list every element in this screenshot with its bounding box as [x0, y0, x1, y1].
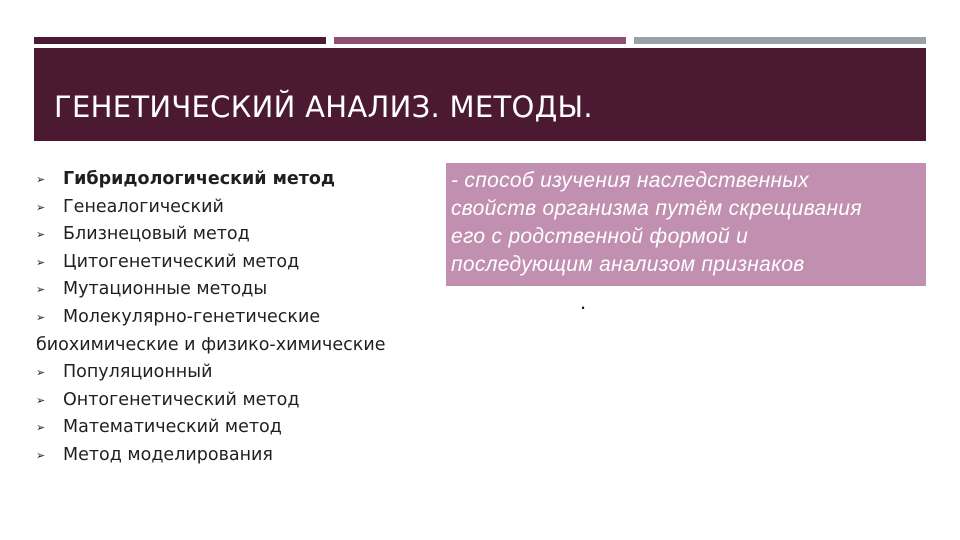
arrow-bullet-icon: ➢ — [36, 310, 46, 324]
method-label: биохимические и физико-химические — [36, 334, 386, 355]
arrow-bullet-icon: ➢ — [36, 421, 46, 435]
arrow-bullet-icon: ➢ — [36, 200, 46, 214]
methods-list — [36, 166, 426, 470]
method-label: Молекулярно-генетические — [63, 306, 321, 327]
method-label: Математический метод — [63, 417, 282, 438]
definition-line: - способ изучения наследственных — [451, 169, 809, 192]
list-item — [36, 387, 426, 415]
list-item-continuation — [36, 332, 426, 360]
definition-line: последующим анализом признаков — [451, 253, 805, 276]
method-label: Онтогенетический метод — [63, 389, 300, 410]
method-label: Популяционный — [63, 362, 213, 383]
list-item — [36, 194, 426, 222]
method-label: Цитогенетический метод — [63, 251, 300, 272]
arrow-bullet-icon: ➢ — [36, 255, 46, 269]
top-bar-plum — [334, 37, 626, 44]
list-item — [36, 442, 426, 470]
arrow-bullet-icon: ➢ — [36, 393, 46, 407]
arrow-bullet-icon: ➢ — [36, 448, 46, 462]
definition-box — [446, 163, 926, 286]
method-label: Мутационные методы — [63, 279, 268, 300]
list-item — [36, 276, 426, 304]
definition-text — [451, 167, 921, 279]
method-label: Генеалогический — [63, 196, 224, 217]
slide-title: ГЕНЕТИЧЕСКИЙ АНАЛИЗ. МЕТОДЫ. — [54, 90, 593, 124]
method-label: Близнецовый метод — [63, 224, 250, 245]
definition-line: свойств организма путём скрещивания — [451, 197, 862, 220]
list-item — [36, 249, 426, 277]
method-label: Гибридологический метод — [63, 169, 336, 189]
list-item — [36, 414, 426, 442]
arrow-bullet-icon: ➢ — [36, 283, 46, 297]
list-item — [36, 166, 426, 194]
top-bar-gray — [634, 37, 926, 44]
top-bar-dark — [34, 37, 326, 44]
list-item — [36, 304, 426, 332]
title-band — [34, 48, 926, 141]
list-item — [36, 221, 426, 249]
list-item — [36, 359, 426, 387]
arrow-bullet-icon: ➢ — [36, 366, 46, 380]
definition-line: его с родственной формой и — [451, 225, 749, 248]
arrow-bullet-icon: ➢ — [36, 173, 46, 186]
arrow-bullet-icon: ➢ — [36, 228, 46, 242]
method-label: Метод моделирования — [63, 444, 273, 465]
trailing-period: . — [580, 289, 587, 314]
